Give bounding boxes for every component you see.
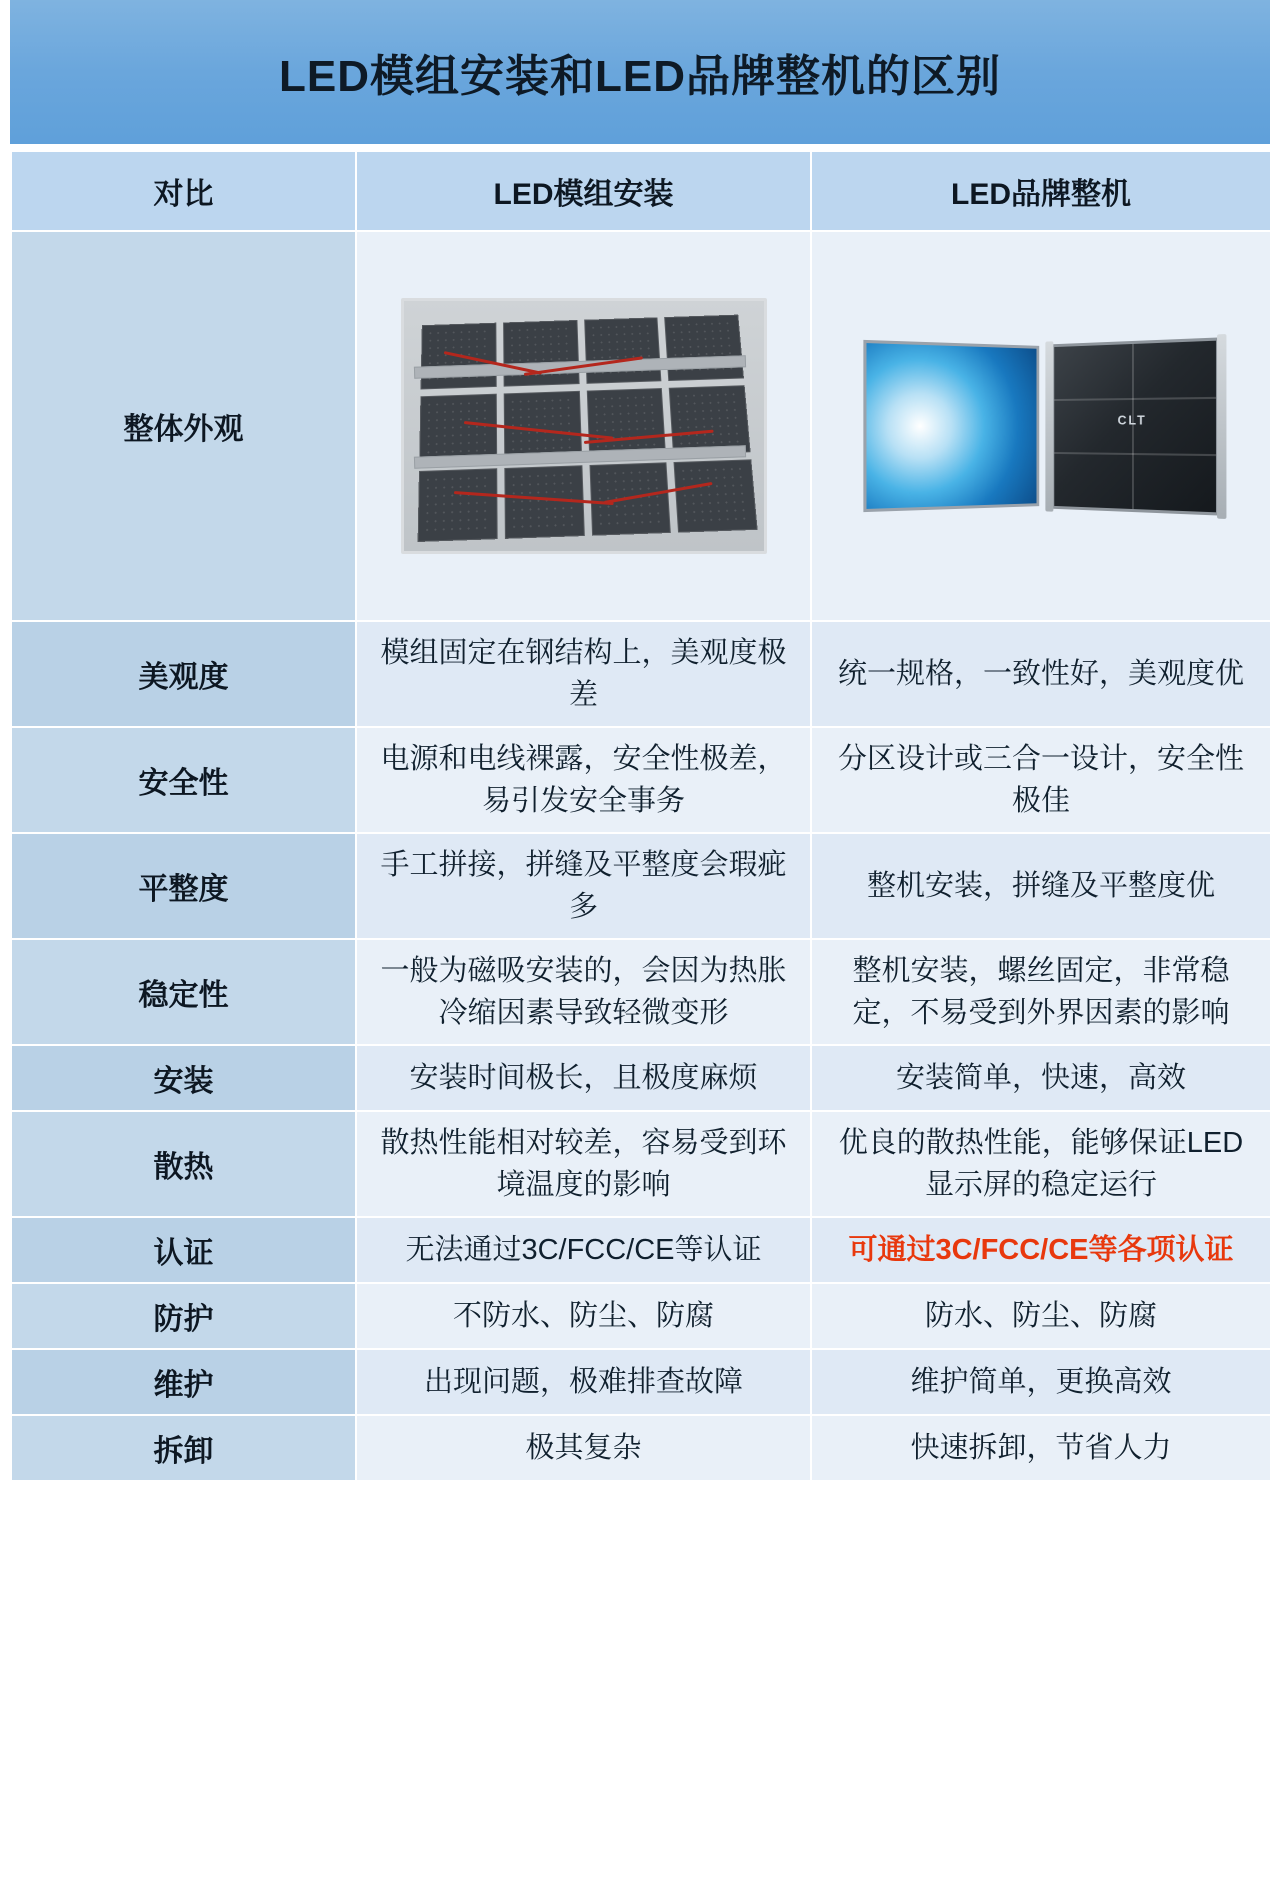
cell-brand-appearance: [811, 231, 1271, 621]
table-row: [11, 1111, 1271, 1217]
cell-module-maintenance: 出现问题，极难排查故障: [356, 1349, 811, 1415]
table-row: [11, 1349, 1271, 1415]
row-label-appearance: 整体外观: [11, 231, 356, 621]
cell-module-installation: 安装时间极长，且极度麻烦: [356, 1045, 811, 1111]
brand-panel-back: CLT: [1054, 340, 1216, 512]
cell-module-stability: 一般为磁吸安装的，会因为热胀冷缩因素导致轻微变形: [356, 939, 811, 1045]
row-label-protection: 防护: [11, 1283, 356, 1349]
cell-brand-stability: 整机安装，螺丝固定，非常稳定，不易受到外界因素的影响: [811, 939, 1271, 1045]
table-header: [11, 151, 1271, 231]
table-row: [11, 1283, 1271, 1349]
column-header-brand: LED品牌整机: [811, 151, 1271, 231]
table-row: [11, 833, 1271, 939]
cell-module-protection: 不防水、防尘、防腐: [356, 1283, 811, 1349]
row-label-maintenance: 维护: [11, 1349, 356, 1415]
cell-module-certification: 无法通过3C/FCC/CE等认证: [356, 1217, 811, 1283]
cell-brand-installation: 安装简单，快速，高效: [811, 1045, 1271, 1111]
cell-module-appearance: [356, 231, 811, 621]
table-row: [11, 1217, 1271, 1283]
cell-brand-aesthetics: 统一规格，一致性好，美观度优: [811, 621, 1271, 727]
table-row: [11, 621, 1271, 727]
cell-module-aesthetics: 模组固定在钢结构上，美观度极差: [356, 621, 811, 727]
led-brand-cabinet-photo: [826, 242, 1256, 610]
cell-brand-protection: 防水、防尘、防腐: [811, 1283, 1271, 1349]
table-header-row: [11, 151, 1271, 231]
table-row: [11, 727, 1271, 833]
cell-brand-certification: 可通过3C/FCC/CE等各项认证: [811, 1217, 1271, 1283]
row-label-installation: 安装: [11, 1045, 356, 1111]
table-row: [11, 1415, 1271, 1481]
row-label-stability: 稳定性: [11, 939, 356, 1045]
cell-module-safety: 电源和电线裸露，安全性极差，易引发安全事务: [356, 727, 811, 833]
comparison-table: [10, 150, 1272, 1482]
cell-brand-flatness: 整机安装，拼缝及平整度优: [811, 833, 1271, 939]
row-label-safety: 安全性: [11, 727, 356, 833]
cell-module-flatness: 手工拼接，拼缝及平整度会瑕疵多: [356, 833, 811, 939]
cell-module-heat-dissipation: 散热性能相对较差，容易受到环境温度的影响: [356, 1111, 811, 1217]
brand-panel-display: [866, 343, 1036, 509]
cell-module-disassembly: 极其复杂: [356, 1415, 811, 1481]
column-header-module: LED模组安装: [356, 151, 811, 231]
cell-brand-safety: 分区设计或三合一设计，安全性极佳: [811, 727, 1271, 833]
row-label-flatness: 平整度: [11, 833, 356, 939]
module-tile-grid: [417, 315, 757, 542]
row-label-certification: 认证: [11, 1217, 356, 1283]
page-title-bar: [10, 0, 1270, 144]
row-label-aesthetics: 美观度: [11, 621, 356, 727]
row-label-disassembly: 拆卸: [11, 1415, 356, 1481]
table-body: [11, 231, 1271, 1481]
brand-photo-graphic: [851, 311, 1231, 541]
cell-brand-heat-dissipation: 优良的散热性能，能够保证LED显示屏的稳定运行: [811, 1111, 1271, 1217]
cell-brand-disassembly: 快速拆卸，节省人力: [811, 1415, 1271, 1481]
page-title: LED模组安装和LED品牌整机的区别: [279, 52, 1001, 101]
row-label-heat-dissipation: 散热: [11, 1111, 356, 1217]
led-module-panel-photo: [371, 242, 796, 610]
column-header-compare: 对比: [11, 151, 356, 231]
table-row: [11, 939, 1271, 1045]
table-row: [11, 231, 1271, 621]
table-row: [11, 1045, 1271, 1111]
cell-brand-maintenance: 维护简单，更换高效: [811, 1349, 1271, 1415]
module-photo-graphic: [401, 298, 767, 554]
